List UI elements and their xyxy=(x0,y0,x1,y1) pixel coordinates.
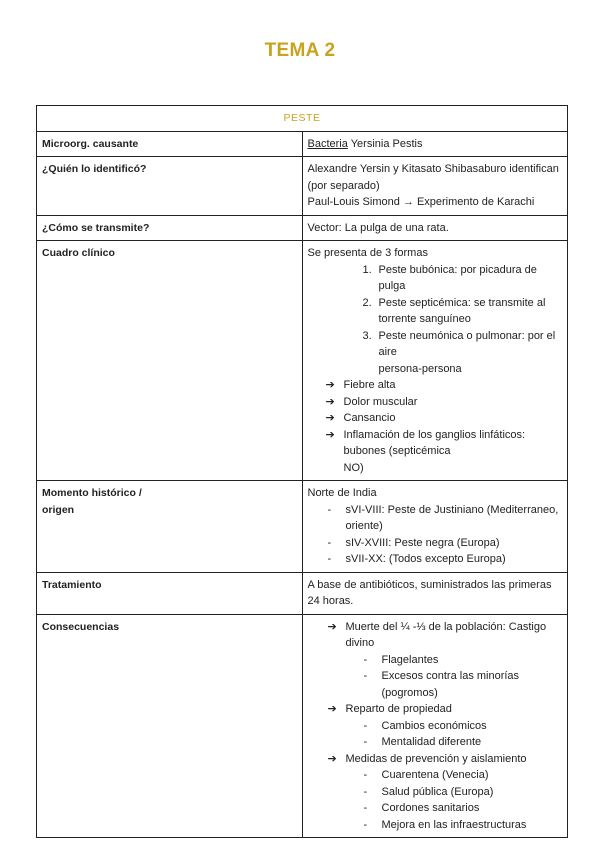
dash-item xyxy=(308,535,563,552)
dash-item xyxy=(308,734,563,751)
dash-item xyxy=(308,817,563,834)
numbered-item xyxy=(308,262,563,295)
item-text: Cansancio xyxy=(343,412,396,424)
value-line: Norte de India xyxy=(307,487,377,499)
item-number: 3. xyxy=(362,329,372,342)
dash-item xyxy=(308,668,563,701)
dash-item xyxy=(308,652,563,669)
dash-marker: - xyxy=(363,670,368,682)
arrow-item xyxy=(308,751,563,768)
dash-marker: - xyxy=(363,785,368,798)
arrow-icon: ➔ xyxy=(325,428,335,441)
dash-marker: - xyxy=(363,736,368,748)
dash-item xyxy=(308,767,563,784)
dash-marker: - xyxy=(363,719,368,732)
table-row-cuadro xyxy=(37,241,568,481)
dash-item xyxy=(308,800,563,817)
table-header-row xyxy=(37,106,568,132)
row-value xyxy=(302,614,568,838)
item-text: Fiebre alta xyxy=(343,379,396,391)
item-number: 2. xyxy=(362,296,372,309)
item-text: Flagelantes xyxy=(381,653,439,666)
item-text xyxy=(344,427,563,477)
item-text: Mentalidad diferente xyxy=(381,736,482,748)
table-row-consecuencias xyxy=(37,614,568,838)
item-text-line: NO) xyxy=(343,461,364,474)
arrow-item xyxy=(308,427,563,477)
dash-marker: - xyxy=(327,553,332,565)
item-text: Muerte del ¼ -⅓ de la población: Castigo divino xyxy=(345,620,547,649)
dash-item xyxy=(308,551,563,568)
row-label: Microorg. causante xyxy=(37,131,303,157)
page-title: TEMA 2 xyxy=(264,40,336,61)
value-line: Paul-Louis Simond → Experimento de Karachi xyxy=(307,196,535,208)
dash-item xyxy=(308,718,563,735)
arrow-icon: ➔ xyxy=(327,620,337,633)
row-value xyxy=(302,157,568,216)
table-row-quien xyxy=(37,157,568,216)
arrow-item xyxy=(308,619,563,652)
arrow-icon: ➔ xyxy=(327,752,337,765)
item-text: Mejora en las infraestructuras xyxy=(381,818,527,831)
row-value xyxy=(302,241,568,481)
dash-marker: - xyxy=(363,769,368,781)
numbered-continuation: persona-persona xyxy=(378,362,462,375)
table-row-microorg xyxy=(37,131,568,157)
arrow-item xyxy=(308,377,563,394)
arrow-item xyxy=(308,410,563,427)
table-header: PESTE xyxy=(37,106,568,132)
row-label: Consecuencias xyxy=(37,614,303,838)
item-text: Salud pública (Europa) xyxy=(381,785,494,798)
item-text: Medidas de prevención y aislamiento xyxy=(345,752,527,765)
row-value xyxy=(302,481,568,573)
row-label: ¿Cómo se transmite? xyxy=(37,215,303,241)
item-text: sVII-XX: (Todos excepto Europa) xyxy=(345,553,506,565)
dash-marker: - xyxy=(327,536,332,549)
row-label: Cuadro clínico xyxy=(37,241,303,481)
item-text: Excesos contra las minorías (pogromos) xyxy=(381,670,520,699)
numbered-item xyxy=(308,295,563,328)
value-line: Alexandre Yersin y Kitasato Shibasaburo identifican (por separado) xyxy=(307,163,559,192)
row-label-line: Momento histórico / xyxy=(42,487,142,499)
underlined-text: Bacteria xyxy=(307,137,348,150)
item-text: Peste neumónica o pulmonar: por el aire xyxy=(378,329,556,358)
value-text: Yersinia Pestis xyxy=(347,137,423,150)
row-label: ¿Quién lo identificó? xyxy=(37,157,303,216)
arrow-item xyxy=(308,394,563,411)
arrow-icon: ➔ xyxy=(325,395,335,408)
item-text: Peste septicémica: se transmite al torrente sanguíneo xyxy=(378,296,546,325)
dash-item xyxy=(308,784,563,801)
value-line: Se presenta de 3 formas xyxy=(307,247,428,259)
dash-marker: - xyxy=(327,503,332,516)
row-label-line: origen xyxy=(42,503,75,516)
dash-marker: - xyxy=(363,818,368,831)
table-row-tratamiento xyxy=(37,572,568,614)
item-text: sVI-VIII: Peste de Justiniano (Mediterraneo, oriente) xyxy=(345,503,559,532)
arrow-item xyxy=(308,701,563,718)
row-value: Vector: La pulga de una rata. xyxy=(302,215,568,241)
arrow-icon: ➔ xyxy=(327,703,337,715)
dash-marker: - xyxy=(363,653,368,666)
table-row-como xyxy=(37,215,568,241)
peste-table xyxy=(36,105,568,838)
numbered-item xyxy=(308,328,563,361)
row-label xyxy=(37,481,303,573)
item-text-line: Inflamación de los ganglios linfáticos: bubones (septicémica xyxy=(343,428,526,457)
row-value xyxy=(302,131,568,157)
item-number: 1. xyxy=(362,263,372,276)
arrow-icon: ➔ xyxy=(325,412,335,424)
item-text: Cordones sanitarios xyxy=(381,802,480,814)
item-text: Cuarentena (Venecia) xyxy=(381,769,489,781)
item-text: Dolor muscular xyxy=(343,395,418,408)
dash-marker: - xyxy=(363,802,368,814)
row-value: A base de antibióticos, suministrados las primeras 24 horas. xyxy=(302,572,568,614)
item-text: Peste bubónica: por picadura de pulga xyxy=(378,263,537,292)
item-text: sIV-XVIII: Peste negra (Europa) xyxy=(345,536,500,549)
row-label: Tratamiento xyxy=(37,572,303,614)
table-row-momento xyxy=(37,481,568,573)
dash-item xyxy=(308,502,563,535)
arrow-icon: ➔ xyxy=(325,379,335,391)
item-text: Cambios económicos xyxy=(381,719,487,732)
item-text: Reparto de propiedad xyxy=(345,703,452,715)
